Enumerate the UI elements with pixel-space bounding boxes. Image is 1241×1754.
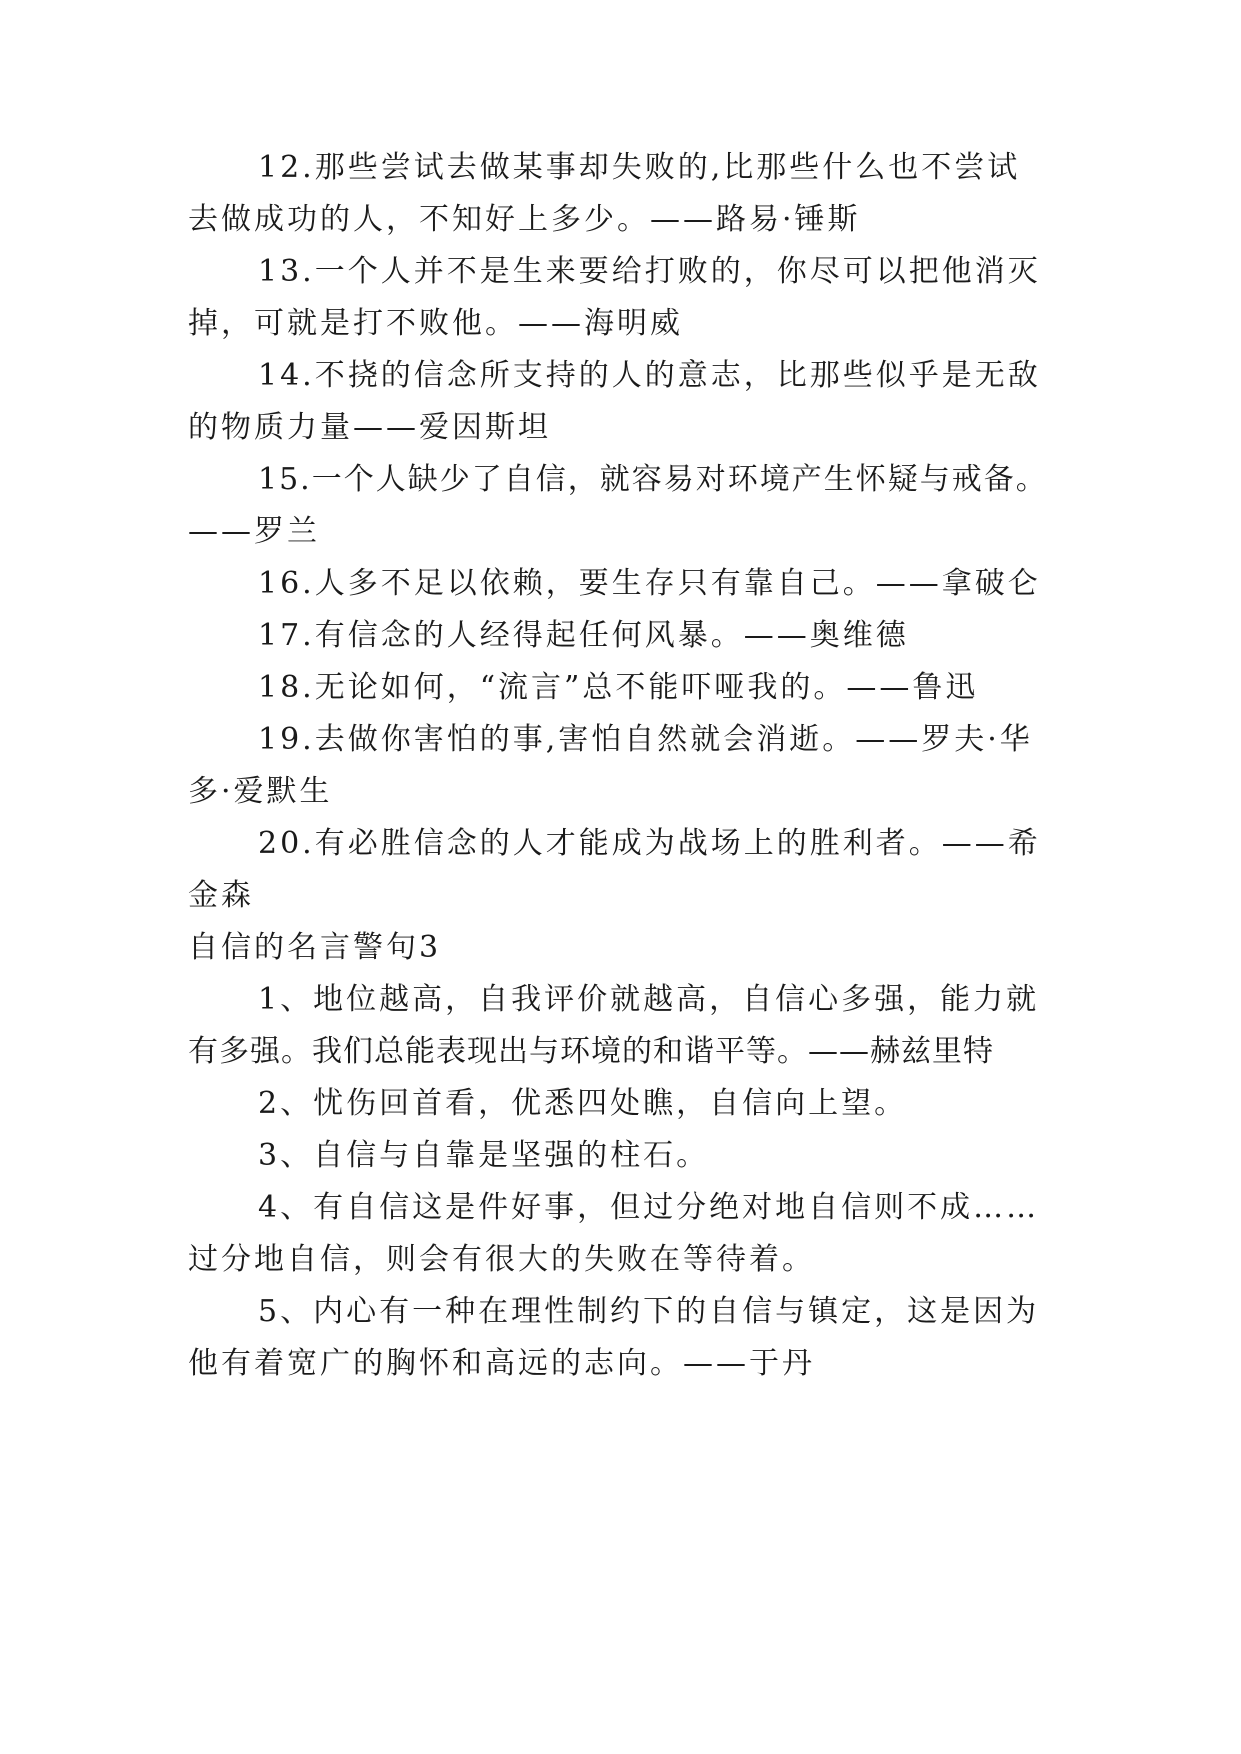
- quote-12-line-1: 12.那些尝试去做某事却失败的,比那些什么也不尝试: [258, 150, 1021, 185]
- quote-14-line-1: 14.不挠的信念所支持的人的意志，比那些似乎是无敌: [258, 358, 1041, 393]
- section3-quote-5-line-1: 5、内心有一种在理性制约下的自信与镇定，这是因为: [258, 1294, 1040, 1329]
- quote-16: 16.人多不足以依赖，要生存只有靠自己。——拿破仑: [258, 566, 1041, 601]
- quote-20-line-1: 20.有必胜信念的人才能成为战场上的胜利者。——希: [258, 826, 1041, 861]
- quote-12-line-2: 去做成功的人，不知好上多少。——路易·锤斯: [188, 202, 861, 237]
- section3-quote-4-line-1: 4、有自信这是件好事，但过分绝对地自信则不成……: [258, 1190, 1040, 1225]
- quote-19-line-1: 19.去做你害怕的事,害怕自然就会消逝。——罗夫·华: [258, 722, 1033, 757]
- quote-14-line-2: 的物质力量——爱因斯坦: [188, 410, 551, 445]
- quote-17: 17.有信念的人经得起任何风暴。——奥维德: [258, 618, 909, 653]
- section-heading: 自信的名言警句3: [188, 930, 442, 965]
- quote-18: 18.无论如何，“流言”总不能吓哑我的。——鲁迅: [258, 670, 979, 705]
- section3-quote-1-line-1: 1、地位越高，自我评价就越高，自信心多强，能力就: [258, 982, 1040, 1017]
- quote-13-line-2: 掉，可就是打不败他。——海明威: [188, 306, 683, 341]
- quote-19-line-2: 多·爱默生: [188, 774, 333, 809]
- section3-quote-1-line-2: 有多强。我们总能表现出与环境的和谐平等。——赫兹里特: [188, 1034, 994, 1069]
- section3-quote-5-line-2: 他有着宽广的胸怀和高远的志向。——于丹: [188, 1346, 815, 1381]
- section3-quote-3: 3、自信与自靠是坚强的柱石。: [258, 1138, 710, 1173]
- quote-20-line-2: 金森: [188, 878, 254, 913]
- quote-13-line-1: 13.一个人并不是生来要给打败的，你尽可以把他消灭: [258, 254, 1041, 289]
- section3-quote-4-line-2: 过分地自信，则会有很大的失败在等待着。: [188, 1242, 815, 1277]
- quote-15-line-2: ——罗兰: [188, 514, 320, 549]
- quote-15-line-1: 15.一个人缺少了自信，就容易对环境产生怀疑与戒备。: [258, 462, 1048, 497]
- section3-quote-2: 2、忧伤回首看，优悉四处瞧，自信向上望。: [258, 1086, 908, 1121]
